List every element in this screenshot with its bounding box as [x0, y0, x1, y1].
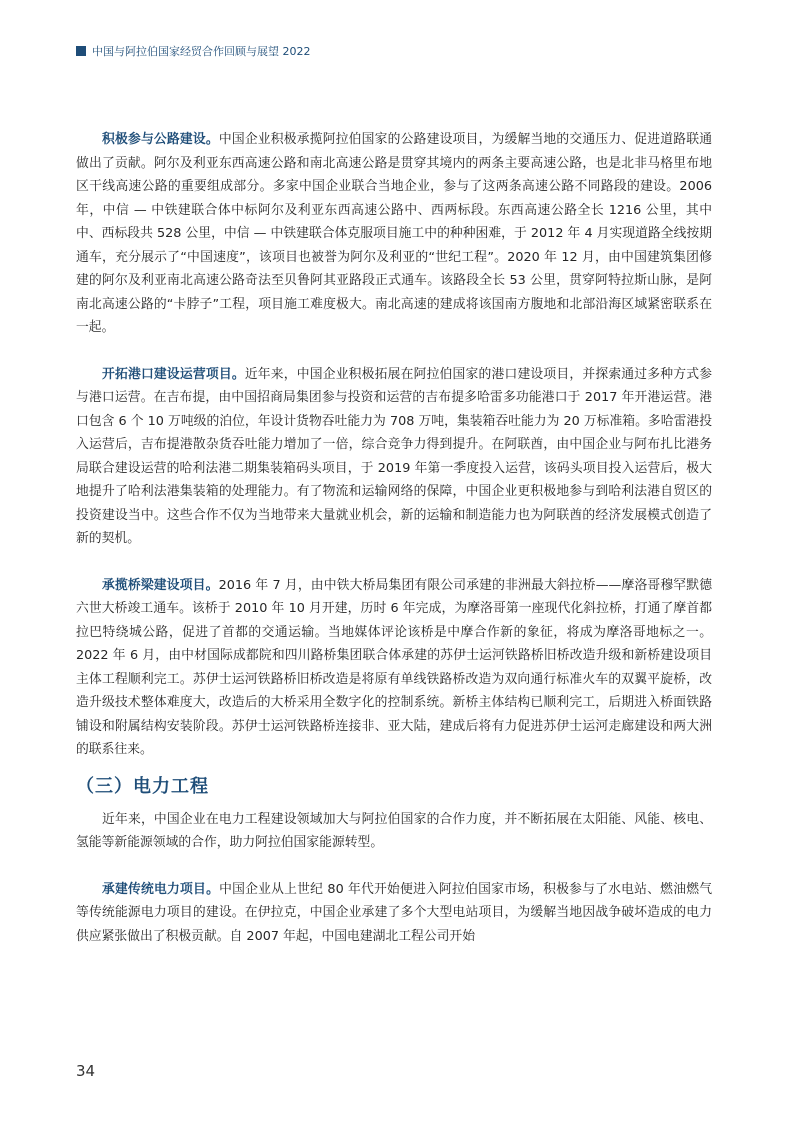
- paragraph-ports: [76, 363, 712, 551]
- paragraph-lead: 开拓港口建设运营项目。: [102, 366, 245, 382]
- header-title: 中国与阿拉伯国家经贸合作回顾与展望 2022: [92, 45, 311, 58]
- section-heading: （三）电力工程: [76, 775, 209, 797]
- section-intro: 近年来，中国企业在电力工程建设领域加大与阿拉伯国家的合作力度，并不断拓展在太阳能、风能、核电、氢能等新能源领域的合作，助力阿拉伯国家能源转型。: [76, 811, 712, 850]
- paragraph-lead: 承揽桥梁建设项目。: [102, 577, 219, 593]
- paragraph-lead: 积极参与公路建设。: [102, 132, 219, 147]
- paragraph-bridges: [76, 574, 712, 762]
- paragraph-text: 近年来，中国企业积极拓展在阿拉伯国家的港口建设项目，并探索通过多种方式参与港口运营。在吉布提，由中国招商局集团参与投资和运营的吉布提多哈雷多功能港口于 2017 年开港运营。港口包含 6 个 10 万吨级的泊位，年设计货物吞吐能力为 708 万吨，集装箱吞吐能力为 20 万标准箱。多哈雷港投入运营后，吉布提港散杂货吞吐能力增加了一倍，综合竞争力得到提升。在阿联酋，由中国企业与阿布扎比港务局联合建设运营的哈利法港二期集装箱码头项目，于 2019 年第一季度投入运营，该码头项目投入运营后，极大地提升了哈利法港集装箱的处理能力。有了物流和运输网络的保障，中国企业更积极地参与到哈利法港自贸区的投资建设当中。这些合作不仅为当地带来大量就业机会，新的运输和制造能力也为阿联酋的经济发展模式创造了新的契机。: [76, 366, 713, 546]
- page-number: 34: [76, 1062, 96, 1080]
- paragraph-traditional-power: [76, 878, 712, 949]
- paragraph-text: 2016 年 7 月，由中铁大桥局集团有限公司承建的非洲最大斜拉桥——摩洛哥穆罕默德六世大桥竣工通车。该桥于 2010 年 10 月开建，历时 6 年完成，为摩洛哥第一座现代化斜拉桥，打通了摩首都拉巴特绕城公路，促进了首都的交通运输。当地媒体评论该桥是中摩合作新的象征，将成为摩洛哥地标之一。2022 年 6 月，由中材国际成都院和四川路桥集团联合体承建的苏伊士运河铁路桥旧桥改造升级和新桥建设项目主体工程顺利完工。苏伊士运河铁路桥旧桥改造是将原有单线铁路桥改造为双向通行标准火车的双翼平旋桥，改造升级技术整体难度大，改造后的大桥采用全数字化的控制系统。新桥主体结构已顺利完工，后期进入桥面铁路铺设和附属结构安装阶段。苏伊士运河铁路桥连接非、亚大陆，建成后将有力促进苏伊士运河走廊建设和两大洲的联系往来。: [76, 577, 713, 757]
- paragraph-roads: [76, 128, 712, 340]
- paragraph-text: 中国企业积极承揽阿拉伯国家的公路建设项目，为缓解当地的交通压力、促进道路联通做出了贡献。阿尔及利亚东西高速公路和南北高速公路是贯穿其境内的两条主要高速公路，也是北非马格里布地区干线高速公路的重要组成部分。多家中国企业联合当地企业，参与了这两条高速公路不同路段的建设。2006 年，中信 — 中铁建联合体中标阿尔及利亚东西高速公路中、西两标段。东西高速公路全长 1216 公里，其中中、西标段共 528 公里，中信 — 中铁建联合体克服项目施工中的种种困难，于 2012 年 4 月实现道路全线按期通车，充分展示了“中国速度”，该项目也被誉为阿尔及利亚的“世纪工程”。2020 年 12 月，由中国建筑集团修建的阿尔及利亚南北高速公路奇法至贝鲁阿其亚路段正式通车。该路段全长 53 公里，贯穿阿特拉斯山脉，是阿南北高速公路的“卡脖子”工程，项目施工难度极大。南北高速的建成将该国南方腹地和北部沿海区域紧密联系在一起。: [76, 132, 713, 335]
- running-header: [76, 44, 311, 58]
- paragraph-text: 中国企业从上世纪 80 年代开始便进入阿拉伯国家市场，积极参与了水电站、燃油燃气等传统能源电力项目的建设。在伊拉克，中国企业承建了多个大型电站项目，为缓解当地因战争破坏造成的电力供应紧张做出了积极贡献。自 2007 年起，中国电建湖北工程公司开始: [76, 881, 713, 944]
- header-square-icon: [76, 46, 86, 56]
- paragraph-lead: 承建传统电力项目。: [102, 881, 220, 897]
- main-content: [76, 128, 712, 948]
